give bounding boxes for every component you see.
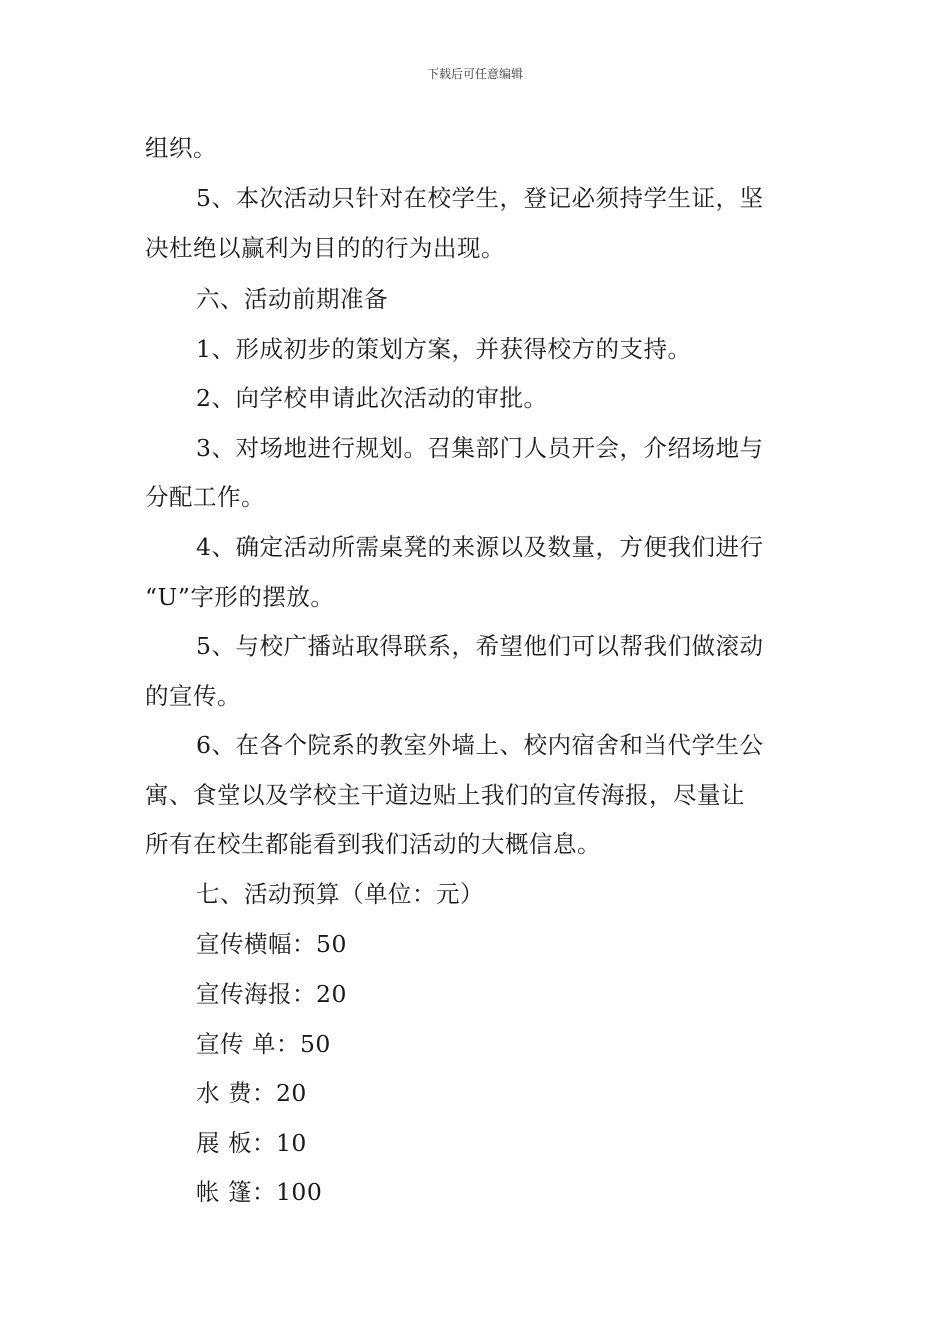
body-line: 寓、食堂以及学校主干道边贴上我们的宣传海报，尽量让 <box>145 781 745 809</box>
body-line: 5、本次活动只针对在校学生，登记必须持学生证，坚 <box>196 184 764 212</box>
body-line: 决杜绝以赢利为目的的行为出现。 <box>145 234 505 262</box>
body-line: 4、确定活动所需桌凳的来源以及数量，方便我们进行 <box>196 533 764 561</box>
page-header: 下载后可任意编辑 <box>426 67 523 81</box>
body-line: 3、对场地进行规划。召集部门人员开会，介绍场地与 <box>196 434 764 462</box>
body-line: “U”字形的摆放。 <box>145 583 335 611</box>
budget-item: 宣传横幅：50 <box>196 930 347 958</box>
section-heading: 七、活动预算（单位：元） <box>196 880 484 908</box>
body-line: 2、向学校申请此次活动的审批。 <box>196 384 548 412</box>
budget-item: 展 板：10 <box>196 1129 307 1157</box>
body-line: 所有在校生都能看到我们活动的大概信息。 <box>145 830 601 858</box>
body-line: 组织。 <box>145 134 217 162</box>
body-line: 5、与校广播站取得联系，希望他们可以帮我们做滚动 <box>196 632 764 660</box>
body-line: 1、形成初步的策划方案，并获得校方的支持。 <box>196 335 692 363</box>
section-heading: 六、活动前期准备 <box>196 285 388 313</box>
budget-item: 宣传海报：20 <box>196 980 347 1008</box>
body-line: 分配工作。 <box>145 483 265 511</box>
body-line: 6、在各个院系的教室外墙上、校内宿舍和当代学生公 <box>196 731 764 759</box>
budget-item: 帐 篷：100 <box>196 1178 323 1206</box>
budget-item: 宣传 单：50 <box>196 1030 331 1058</box>
budget-item: 水 费：20 <box>196 1079 307 1107</box>
body-line: 的宣传。 <box>145 682 241 710</box>
